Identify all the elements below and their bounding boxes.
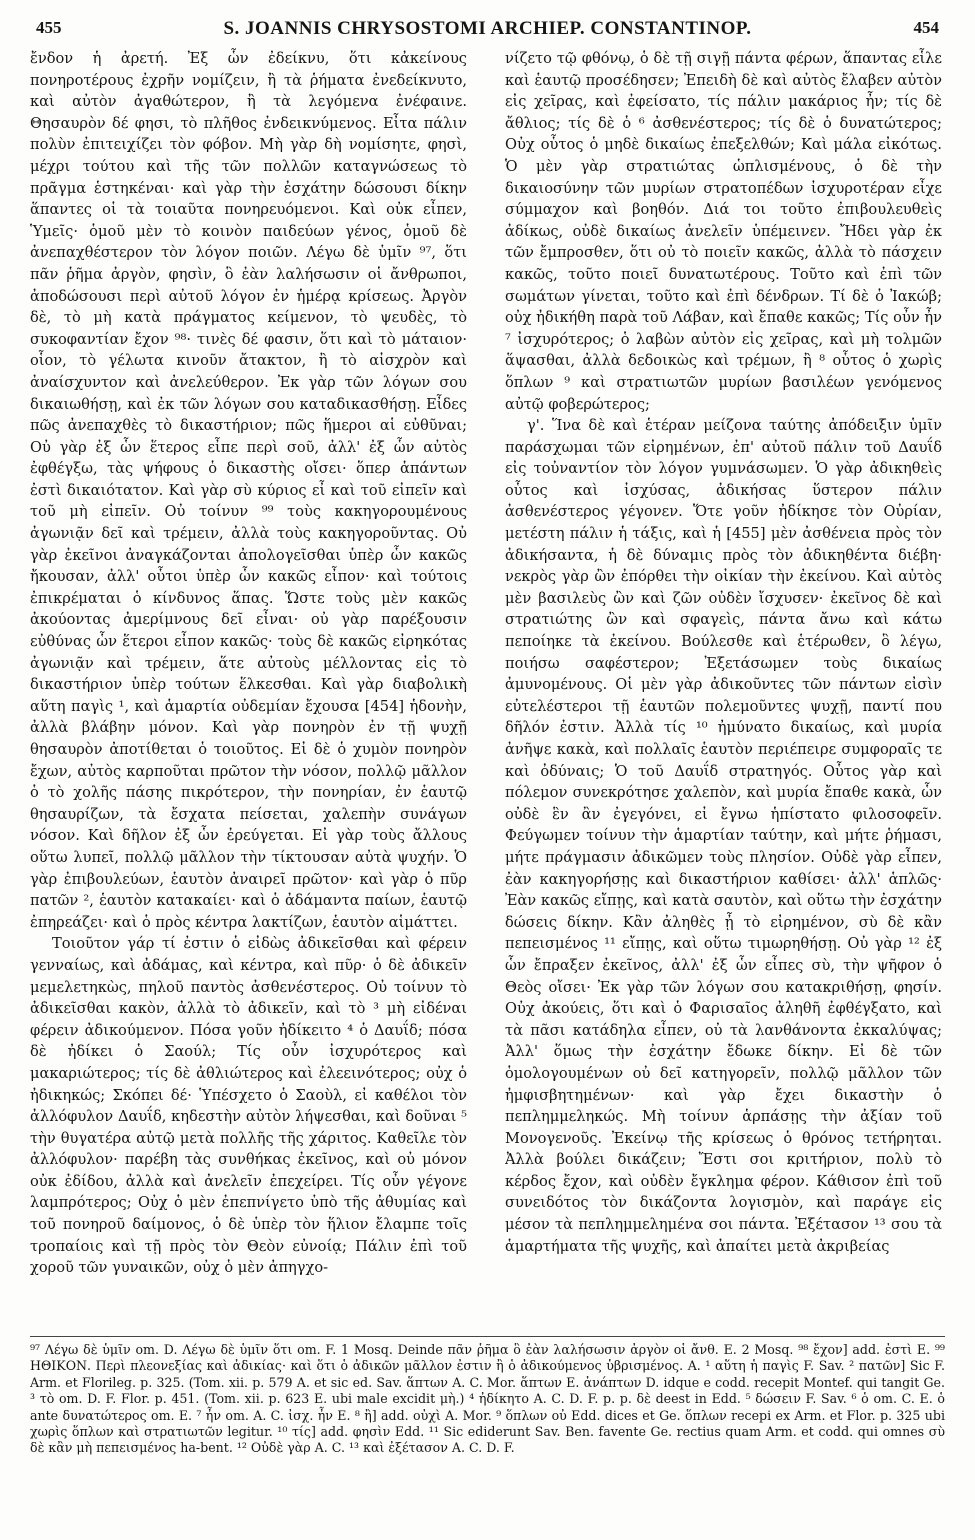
footnote-divider bbox=[30, 1336, 945, 1337]
page-number-right: 454 bbox=[913, 18, 939, 37]
running-title: S. JOANNIS CHRYSOSTOMI ARCHIEP. CONSTANTINOP. bbox=[223, 18, 752, 39]
footnote-text: ⁹⁷ Λέγω δὲ ὑμῖν om. D. Λέγω δὲ ὑμῖν ὅτι om. F. 1 Mosq. Deinde πᾶν ῥῆμα ὃ ἐὰν λαλήσωσιν ἀργὸν οἱ ἄνθ. E. 2 Mosq. ⁹⁸ ἔχον] add. ἐστὶ E. ⁹⁹ ΗΘΙΚΟΝ. Περὶ πλεονεξίας καὶ ἀδικίας· καὶ ὅτι ὁ ἀδικῶν μᾶλλον ἐστιν ἢ ὁ ἀδικούμενος ὑβρισμένος. A. ¹ αὕτη ἡ παγὶς F. Sav. ² πατῶν] Sic F. Arm. et Florileg. p. 325. (Tom. xii. p. 579 A. et sic ed. Sav. ἅπτων A. C. Mor. ἅπτων E. ἀνάπτων D. idque e codd. recepit Montef. qui tangit Ge. ³ τὸ om. D. F. Flor. p. 451. (Tom. xii. p. 623 E. ubi male excidit μὴ.) ⁴ ἠδίκητο A. C. D. F. p. p. δὲ deest in Edd. ⁵ δώσειν F. Sav. ⁶ ὁ om. C. E. ὁ ante δυνατώτερος om. E. ⁷ ἦν om. A. C. ἰσχ. ἦν E. ⁸ ἢ] add. οὐχὶ A. Mor. ⁹ ὅπλων οὐ Edd. dices et Ge. ὅπλων recepi ex Arm. et Flor. p. 325 ubi χωρὶς ὅπλων καὶ στρατιωτῶν legitur. ¹⁰ τίς] add. φησὶν Edd. ¹¹ Sic ediderunt Sav. Ben. favente Ge. rectius quam Arm. et codd. qui omnes σὺ δὲ κἂν μὴ πεπεισμένος ha-bent. ¹² Οὐδὲ γὰρ A. C. ¹³ καὶ ἐξέτασον A. C. D. F. bbox=[30, 1342, 945, 1456]
paragraph: γ'. Ἵνα δὲ καὶ ἑτέραν μείζονα ταύτης ἀπόδειξιν ὑμῖν παράσχωμαι τῶν εἰρημένων, ἐπ' αὐτοῦ πάλιν τοῦ Δαυΐδ εἰς τοὐναντίον τὸν λόγον γυμνάσωμεν. Ὁ γὰρ ἀδικηθεὶς οὗτος καὶ ἰσχύσας, ἀδικήσας ὕστερον πάλιν ἀσθενέστερος γέγονεν. Ὅτε γοῦν ἠδίκησε τὸν Οὐρίαν, μετέστη πάλιν ἡ τάξις, καὶ ἡ [455] μὲν ἀσθένεια πρὸς τὸν ἀδικήσαντα, ἡ δὲ δύναμις πρὸς τὸν ἀδικηθέντα διέβη· νεκρὸς γὰρ ὢν ἐπόρθει τὴν οἰκίαν τὴν ἐκείνου. Καὶ αὐτὸς μὲν βασιλεὺς ὢν καὶ ζῶν οὐδὲν ἴσχυσεν· ἐκεῖνος δὲ καὶ στρατιώτης ὢν καὶ σφαγεὶς, πάντα ἄνω καὶ κάτω πεποίηκε τὰ ἐκείνου. Βούλεσθε καὶ ἑτέρωθεν, ὃ λέγω, ποιήσω σαφέστερον; Ἐξετάσωμεν τοὺς δικαίως ἀμυνομένους. Οἱ μὲν γὰρ ἀδικοῦντες τῶν πάντων εἰσὶν εὐτελέστεροι τῇ ἑαυτῶν πολεμοῦντες ψυχῇ, παντί που δῆλόν ἐστιν. Ἀλλὰ τίς ¹⁰ ἠμύνατο δικαίως, καὶ μυρία ἀνῆψε κακὰ, καὶ πολλαῖς ἑαυτὸν περιέπειρε συμφοραῖς τε καὶ ὀδύναις; Ὁ τοῦ Δαυΐδ στρατηγός. Οὗτος γὰρ καὶ πόλεμον συνεκρότησε χαλεπὸν, καὶ μυρία ἔπαθε κακὰ, ὧν οὐδὲ ἓν ἂν ἐγεγόνει, εἰ ἔγνω ἡπίστατο φιλοσοφεῖν. Φεύγωμεν τοίνυν τὴν ἁμαρτίαν ταύτην, καὶ μήτε ῥήμασι, μήτε πράγμασιν ἀδικῶμεν τοὺς πλησίον. Οὐδὲ γὰρ εἶπεν, ἐὰν κακηγορήσῃς καὶ δικαστήριον καθίσει· ἀλλ' ἁπλῶς· Ἐὰν κακῶς εἴπῃς, καὶ κατὰ σαυτὸν, καὶ οὕτω τὴν ἐσχάτην δώσεις δίκην. Κἂν ἀληθὲς ᾖ τὸ εἰρημένον, σὺ δὲ κἂν πεπεισμένος ¹¹ εἴπῃς, καὶ οὕτω τιμωρηθήσῃ. Οὐ γὰρ ¹² ἐξ ὧν ἔπραξεν ἐκεῖνος, ἀλλ' ἐξ ὧν εἶπες σὺ, τὴν ψῆφον ὁ Θεὸς οἴσει· Ἐκ γὰρ τῶν λόγων σου κατακριθήσῃ, φησίν. Οὐχ ἀκούεις, ὅτι καὶ ὁ Φαρισαῖος ἀληθῆ ἐφθέγξατο, καὶ τὰ πᾶσι κατάδηλα εἶπεν, οὐ τὰ λανθάνοντα ἐκκαλύψας; Ἀλλ' ὅμως τὴν ἐσχάτην ἔδωκε δίκην. Εἰ δὲ τῶν ὁμολογουμένων οὐ δεῖ κατηγορεῖν, πολλῷ μᾶλλον τῶν ἠμφισβητημένων· καὶ γὰρ ἔχει δικαστὴν ὁ πεπλημμεληκώς. Μὴ τοίνυν ἁρπάσῃς τὴν ἀξίαν τοῦ Μονογενοῦς. Ἐκείνῳ τῆς κρίσεως ὁ θρόνος τετήρηται. Ἀλλὰ βούλει δικάζειν; Ἔστι σοι κριτήριον, πολὺ τὸ κέρδος ἔχον, καὶ οὐδὲν ἔγκλημα φέρον. Κάθισον ἐπὶ τοῦ συνειδότος τὸν δικάζοντα λογισμὸν, καὶ παράγε εἰς μέσον τὰ πεπλημμελημένα σοι πάντα. Ἐξέτασον ¹³ σου τὰ ἁμαρτήματα τῆς ψυχῆς, καὶ ἀπαίτει μετὰ ἀκριβείας bbox=[505, 417, 942, 1255]
running-header bbox=[30, 18, 945, 44]
paragraph: Τοιοῦτον γάρ τί ἐστιν ὁ εἰδὼς ἀδικεῖσθαι καὶ φέρειν γενναίως, καὶ ἀδάμας, καὶ κέντρα, καὶ πῦρ· ὁ δὲ ἀδικεῖν μεμελετηκὼς, πηλοῦ παντὸς ἀσθενέστερος. Οὐ τοίνυν τὸ ἀδικεῖσθαι κακὸν, ἀλλὰ τὸ ἀδικεῖν, καὶ τὸ ³ μὴ εἰδέναι φέρειν ἀδικούμενον. Πόσα γοῦν ἠδίκειτο ⁴ ὁ Δαυΐδ; πόσα δὲ ἠδίκει ὁ Σαούλ; Τίς οὖν ἰσχυρότερος καὶ μακαριώτερος; τίς δὲ ἀθλιώτερος καὶ ἐλεεινότερος; οὐχ ὁ ἠδικηκώς; Σκόπει δέ· Ὑπέσχετο ὁ Σαοὺλ, εἰ καθέλοι τὸν ἀλλόφυλον Δαυΐδ, κηδεστὴν αὐτὸν λήψεσθαι, καὶ δοῦναι ⁵ τὴν θυγατέρα αὐτῷ μετὰ πολλῆς τῆς χάριτος. Καθεῖλε τὸν ἀλλόφυλον· παρέβη τὰς συνθήκας ἐκεῖνος, καὶ οὐ μόνον οὐκ ἐδίδου, ἀλλὰ καὶ ἀνελεῖν ἐπεχείρει. Τίς οὖν γέγονε λαμπρότερος; Οὐχ ὁ μὲν ἐπεπνίγετο ὑπὸ τῆς ἀθυμίας καὶ τοῦ πονηροῦ δαίμονος, ὁ δὲ ὑπὲρ τὸν ἥλιον ἔλαμπε τοῖς τροπαίοις καὶ τῇ πρὸς τὸν Θεὸν εὐνοίᾳ; Πάλιν ἐπὶ τοῦ χοροῦ τῶν γυναικῶν, οὐχ ὁ μὲν ἀπηγχο- bbox=[30, 935, 467, 1277]
footnotes bbox=[30, 1342, 945, 1532]
right-column bbox=[505, 48, 942, 1333]
page-number-left: 455 bbox=[36, 18, 62, 37]
left-column bbox=[30, 48, 467, 1333]
paragraph: ἔνδον ἡ ἀρετή. Ἐξ ὧν ἐδείκνυ, ὅτι κἀκείνους πονηροτέρους ἐχρῆν νομίζειν, ἢ τὰ ῥήματα ἐνεδείκνυτο, καὶ αὐτὸν ἀγαθώτερον, ἢ τὰ λεγόμενα ἐνέφαινε. Θησαυρὸν δέ φησι, τὸ πλῆθος ἐνδεικνύμενος. Εἶτα πάλιν πολὺν ἐπιτειχίζει τὸν φόβον. Μὴ γὰρ δὴ νομίσητε, φησὶ, μέχρι τούτου καὶ τῆς τῶν πολλῶν καταγνώσεως τὸ πρᾶγμα ἑστηκέναι· καὶ γὰρ τὴν ἐσχάτην δώσουσι δίκην ἅπαντες οἱ τὰ τοιαῦτα πονηρευόμενοι. Καὶ οὐκ εἶπεν, Ὑμεῖς· ὁμοῦ μὲν τὸ κοινὸν παιδεύων γένος, ὁμοῦ δὲ ἀνεπαχθέστερον τὸν λόγον ποιῶν. Λέγω δὲ ὑμῖν ⁹⁷, ὅτι πᾶν ῥῆμα ἀργὸν, φησὶν, ὃ ἐὰν λαλήσωσιν οἱ ἄνθρωποι, ἀποδώσουσι περὶ αὐτοῦ λόγον ἐν ἡμέρᾳ κρίσεως. Ἀργὸν δὲ, τὸ μὴ κατὰ πράγματος κείμενον, τὸ ψευδὲς, τὸ συκοφαντίαν ἔχον ⁹⁸· τινὲς δέ φασιν, ὅτι καὶ τὸ μάταιον· οἷον, τὸ γέλωτα κινοῦν ἄτακτον, ἢ τὸ αἰσχρὸν καὶ ἀναίσχυντον καὶ ἀνελεύθερον. Ἐκ γὰρ τῶν λόγων σου δικαιωθήσῃ, καὶ ἐκ τῶν λόγων σου καταδικασθήσῃ. Εἶδες πῶς ἀνεπαχθὲς τὸ δικαστήριον; πῶς ἥμεροι αἱ εὐθῦναι; Οὐ γὰρ ἐξ ὧν ἕτερος εἶπε περὶ σοῦ, ἀλλ' ἐξ ὧν αὐτὸς ἐφθέγξω, τὰς ψήφους ὁ δικαστὴς οἴσει· ὅπερ ἁπάντων ἐστὶ δικαιότατον. Καὶ γὰρ σὺ κύριος εἶ καὶ τοῦ εἰπεῖν καὶ τοῦ μὴ εἰπεῖν. Οὐ τοίνυν ⁹⁹ τοὺς κακηγορουμένους ἀγωνιᾷν δεῖ καὶ τρέμειν, ἀλλὰ τοὺς κακηγοροῦντας. Οὐ γὰρ ἐκεῖνοι ἀναγκάζονται ἀπολογεῖσθαι ὑπὲρ ὧν κακῶς ἤκουσαν, ἀλλ' οὗτοι ὑπὲρ ὧν κακῶς εἶπον· καὶ τούτοις ἐπικρέμαται ὁ κίνδυνος ἅπας. Ὥστε τοὺς μὲν κακῶς ἀκούοντας ἀμερίμνους δεῖ εἶναι· οὐ γὰρ παρέξουσιν εὐθύνας ὧν ἕτεροι εἶπον κακῶς· τοὺς δὲ κακῶς εἰρηκότας ἀγωνιᾷν καὶ τρέμειν, ἅτε αὐτοὺς μέλλοντας εἰς τὸ δικαστήριον ὑπὲρ τούτων ἕλκεσθαι. Καὶ γὰρ διαβολικὴ αὕτη παγὶς ¹, καὶ ἁμαρτία οὐδεμίαν ἔχουσα [454] ἡδονὴν, ἀλλὰ βλάβην μόνον. Καὶ γὰρ πονηρὸν ἐν τῇ ψυχῇ θησαυρὸν ἀποτίθεται ὁ τοιοῦτος. Εἰ δὲ ὁ χυμὸν πονηρὸν ἔχων, αὐτὸς καρποῦται πρῶτον τὴν νόσον, πολλῷ μᾶλλον ὁ τὸ χολῆς πάσης πικρότερον, τὴν πονηρίαν, ἐν ἑαυτῷ θησαυρίζων, τὰ ἔσχατα πείσεται, χαλεπὴν συνάγων νόσον. Καὶ δῆλον ἐξ ὧν ἐρεύγεται. Εἰ γὰρ τοὺς ἄλλους οὕτω λυπεῖ, πολλῷ μᾶλλον τὴν τίκτουσαν αὐτὰ ψυχήν. Ὁ γὰρ ἐπιβουλεύων, ἑαυτὸν ἀναιρεῖ πρῶτον· καὶ γὰρ ὁ πῦρ πατῶν ², ἑαυτὸν κατακαίει· καὶ ὁ ἀδάμαντα παίων, ἑαυτῷ ἐπηρεάζει· καὶ ὁ πρὸς κέντρα λακτίζων, ἑαυτὸν αἱμάττει. bbox=[30, 50, 467, 931]
paragraph: νίζετο τῷ φθόνῳ, ὁ δὲ τῇ σιγῇ πάντα φέρων, ἅπαντας εἷλε καὶ ἑαυτῷ προσέδησεν; Ἐπειδὴ δὲ καὶ αὐτὸς ἔλαβεν αὐτὸν εἰς χεῖρας, καὶ ἐφείσατο, τίς πάλιν μακάριος ἦν; τίς δὲ ἄθλιος; τίς δὲ ὁ ⁶ ἀσθενέστερος; τίς δὲ ὁ δυνατώτερος; Οὐχ οὗτος ὁ μηδὲ δικαίως ἐπεξελθών; Καὶ μάλα εἰκότως. Ὁ μὲν γὰρ στρατιώτας ὡπλισμένους, ὁ δὲ τὴν δικαιοσύνην τῶν μυρίων στρατοπέδων ἰσχυροτέραν εἶχε σύμμαχον καὶ βοηθόν. Διά τοι τοῦτο ἐπιβουλευθεὶς ἀδίκως, οὐδὲ δικαίως ἀνελεῖν ὑπέμεινεν. Ἤδει γὰρ ἐκ τῶν ἔμπροσθεν, ὅτι οὐ τὸ ποιεῖν κακῶς, ἀλλὰ τὸ πάσχειν κακῶς, τοῦτο ποιεῖ δυνατωτέρους. Τοῦτο καὶ ἐπὶ τῶν σωμάτων γίνεται, τοῦτο καὶ ἐπὶ δένδρων. Τί δὲ ὁ Ἰακώβ; οὐχ ἠδικήθη παρὰ τοῦ Λάβαν, καὶ ἔπαθε κακῶς; Τίς οὖν ἦν ⁷ ἰσχυρότερος; ὁ λαβὼν αὐτὸν εἰς χεῖρας, καὶ μὴ τολμῶν ἅψασθαι, ἀλλὰ δεδοικὼς καὶ τρέμων, ἢ ⁸ οὗτος ὁ χωρὶς ὅπλων ⁹ καὶ στρατιωτῶν μυρίων βασιλέων γενόμενος αὐτῷ φοβερώτερος; bbox=[505, 50, 942, 413]
